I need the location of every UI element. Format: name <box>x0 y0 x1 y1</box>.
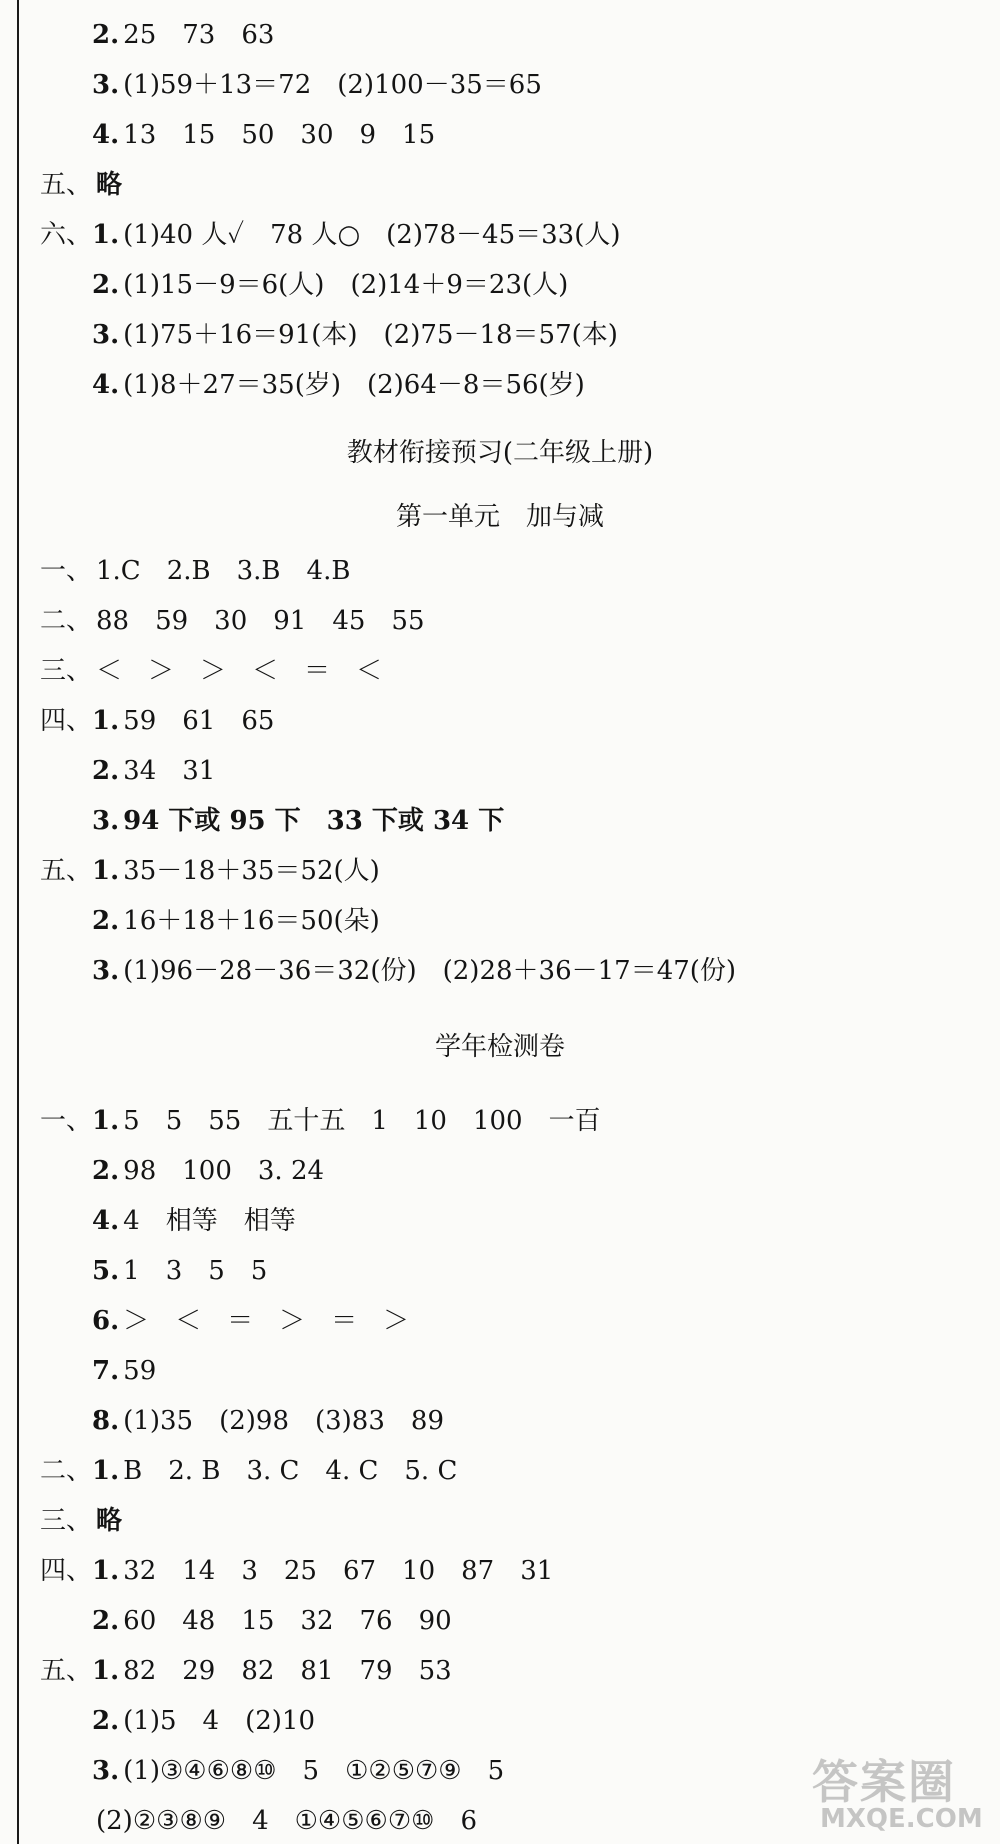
watermark-url: MXQE.COM <box>820 1804 983 1834</box>
answer-line: 2. 16＋18＋16＝50(朵) <box>92 906 380 936</box>
answer-line: 3. (1)75＋16＝91(本) (2)75－18＝57(本) <box>92 320 618 350</box>
answer-line: 3. (1)59＋13＝72 (2)100－35＝65 <box>92 70 542 100</box>
answer-line: 二、1. B 2. B 3. C 4. C 5. C <box>40 1456 458 1486</box>
answer-line: 6. ＞ ＜ ＝ ＞ ＝ ＞ <box>92 1306 410 1336</box>
answer-line: 2. 34 31 <box>92 756 216 786</box>
answer-line: 五、1. 35－18＋35＝52(人) <box>40 856 380 886</box>
answer-line: 2. (1)5 4 (2)10 <box>92 1706 315 1736</box>
answer-line: 二、 88 59 30 91 45 55 <box>40 606 425 636</box>
watermark-logo-text: 答案圈 <box>812 1755 956 1809</box>
answer-line: 三、 略 <box>40 1506 123 1536</box>
answer-line: 3. (1)96－28－36＝32(份) (2)28＋36－17＝47(份) <box>92 956 737 986</box>
answer-line: 4. 13 15 50 30 9 15 <box>92 120 436 150</box>
left-margin-rule <box>17 0 19 1844</box>
answer-line: 一、 1.C 2.B 3.B 4.B <box>40 556 351 586</box>
answer-line: 2. 25 73 63 <box>92 20 275 50</box>
answer-line: 8. (1)35 (2)98 (3)83 89 <box>92 1406 444 1436</box>
section-heading-unit-one: 第一单元 加与减 <box>395 502 604 532</box>
answer-line: 五、1. 82 29 82 81 79 53 <box>40 1656 452 1686</box>
answer-line: (2)②③⑧⑨ 4 ①④⑤⑥⑦⑩ 6 <box>96 1806 477 1836</box>
answer-line: 四、1. 59 61 65 <box>40 706 275 736</box>
answer-line: 4. (1)8＋27＝35(岁) (2)64－8＝56(岁) <box>92 370 585 400</box>
section-heading-preview: 教材衔接预习(二年级上册) <box>346 438 654 468</box>
answer-line: 六、1. (1)40 人✓ 78 人○ (2)78－45＝33(人) <box>40 220 621 250</box>
answer-line: 2. (1)15－9＝6(人) (2)14＋9＝23(人) <box>92 270 569 300</box>
site-watermark <box>812 1746 992 1838</box>
answer-line: 三、 ＜ ＞ ＞ ＜ ＝ ＜ <box>40 656 383 686</box>
answer-line: 3. 94 下或 95 下 33 下或 34 下 <box>92 806 505 836</box>
answer-line: 2. 60 48 15 32 76 90 <box>92 1606 452 1636</box>
answer-line: 3. (1)③④⑥⑧⑩ 5 ①②⑤⑦⑨ 5 <box>92 1756 505 1786</box>
answer-line: 7. 59 <box>92 1356 157 1386</box>
answer-line: 5. 1 3 5 5 <box>92 1256 268 1286</box>
section-heading-annual-test: 学年检测卷 <box>434 1032 565 1062</box>
answer-line: 五、 略 <box>40 170 123 200</box>
answer-line: 一、1. 5 5 55 五十五 1 10 100 一百 <box>40 1106 601 1136</box>
answer-line: 四、1. 32 14 3 25 67 10 87 31 <box>40 1556 554 1586</box>
answer-line: 2. 98 100 3. 24 <box>92 1156 325 1186</box>
answer-line: 4. 4 相等 相等 <box>92 1206 296 1236</box>
